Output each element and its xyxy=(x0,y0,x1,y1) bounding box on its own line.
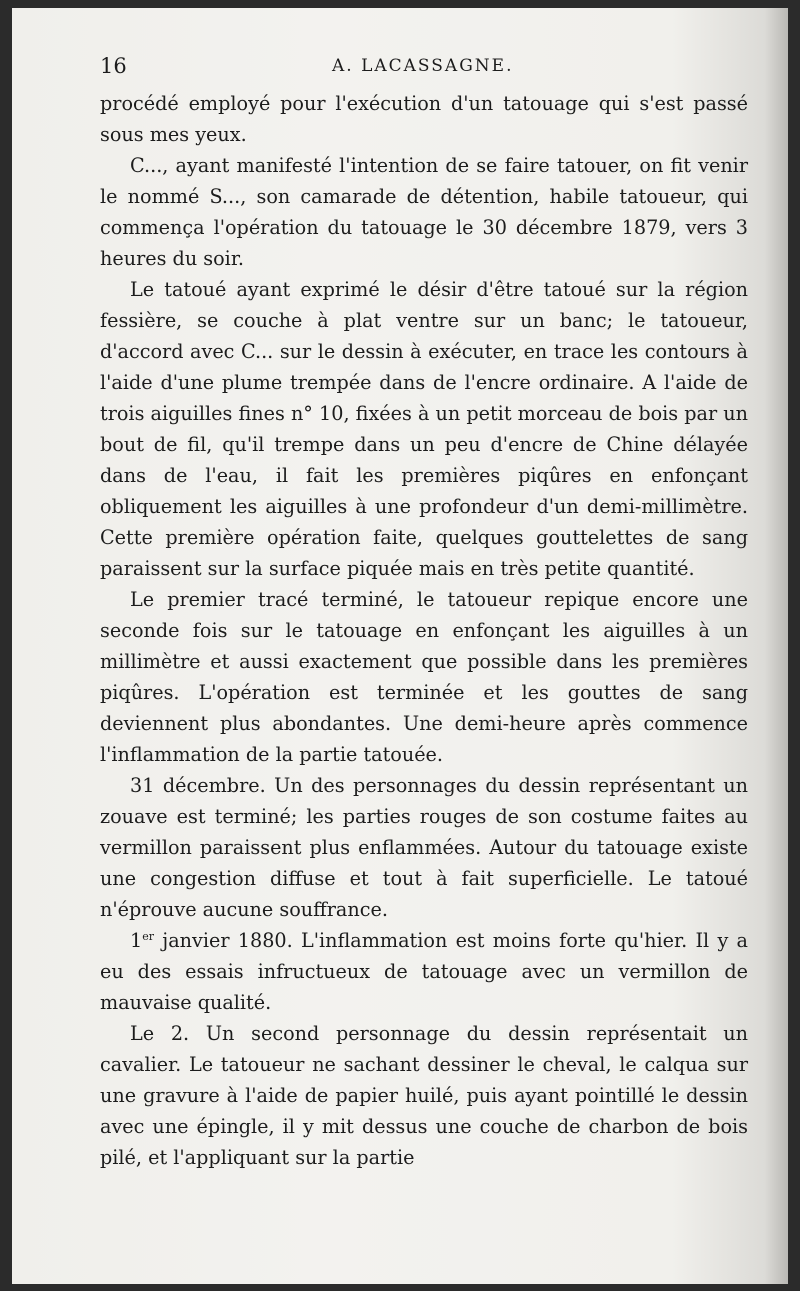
page-number: 16 xyxy=(100,54,127,78)
date-lead: 1 xyxy=(130,929,143,952)
page-header xyxy=(100,54,750,84)
paragraph: procédé employé pour l'exécution d'un tatouage qui s'est passé sous mes yeux. xyxy=(100,92,748,146)
paragraph: Le tatoué ayant exprimé le désir d'être tatoué sur la région fessière, se couche à plat ventre sur un banc; le tatoueur, d'accord avec C... sur le dessin à exécuter, en trace les contours à l'aide d'une plume trempée dans de l'encre ordinaire. A l'aide de trois aiguilles fines n° 10, fixées à un petit morceau de bois par un bout de fil, qu'il trempe dans un peu d'encre de Chine délayée dans de l'eau, il fait les premières piqûres en enfonçant obliquement les aiguilles à une profondeur d'un demi-millimètre. Cette première opération faite, quelques gouttelettes de sang paraissent sur la surface piquée mais en très petite quantité. xyxy=(100,278,748,580)
paragraph: Le premier tracé terminé, le tatoueur repique encore une seconde fois sur le tatouage en enfonçant les aiguilles à un millimètre et aussi exactement que possible dans les premières piqûres. L'opération est terminée et les gouttes de sang deviennent plus abondantes. Une demi-heure après commence l'inflammation de la partie tatouée. xyxy=(100,588,748,766)
paragraph xyxy=(100,925,748,1018)
running-head: A. LACASSAGNE. xyxy=(332,56,514,76)
paragraph: 31 décembre. Un des personnages du dessin représentant un zouave est terminé; les parties rouges de son costume faites au vermillon paraissent plus enflammées. Autour du tatouage existe une congestion diffuse et tout à fait superficielle. Le tatoué n'éprouve aucune souffrance. xyxy=(100,774,748,921)
paragraph: C..., ayant manifesté l'intention de se faire tatouer, on fit venir le nommé S..., son camarade de détention, habile tatoueur, qui commença l'opération du tatouage le 30 décembre 1879, vers 3 heures du soir. xyxy=(100,154,748,270)
book-page xyxy=(12,8,788,1284)
ordinal-superscript: er xyxy=(142,930,154,943)
paragraph-text: janvier 1880. L'inflammation est moins forte qu'hier. Il y a eu des essais infructueux de tatouage avec un vermillon de mauvaise qualité. xyxy=(100,929,748,1014)
body-text xyxy=(100,88,748,1173)
paragraph: Le 2. Un second personnage du dessin représentait un cavalier. Le tatoueur ne sachant dessiner le cheval, le calqua sur une gravure à l'aide de papier huilé, puis ayant pointillé le dessin avec une épingle, il y mit dessus une couche de charbon de bois pilé, et l'appliquant sur la partie xyxy=(100,1022,748,1169)
